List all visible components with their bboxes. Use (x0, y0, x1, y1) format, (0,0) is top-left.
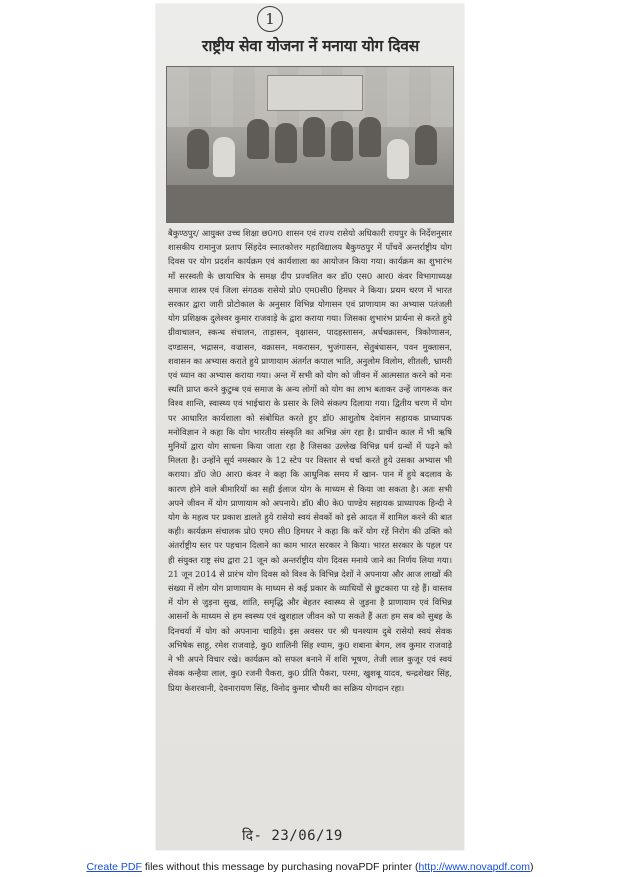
photo-person (415, 125, 437, 165)
create-pdf-link[interactable]: Create PDF (86, 861, 142, 873)
photo-person (303, 117, 325, 157)
photo-person (213, 137, 235, 177)
headline: राष्ट्रीय सेवा योजना नें मनाया योग दिवस (202, 36, 419, 55)
news-photo (166, 66, 454, 223)
circled-page-number: 1 (257, 6, 283, 32)
footer-message: files without this message by purchasing novaPDF printer ( (141, 861, 419, 873)
photo-person (331, 121, 353, 161)
footer-suffix: ) (530, 861, 534, 873)
photo-banner (267, 75, 363, 111)
handwritten-date: दि- 23/06/19 (242, 828, 343, 844)
photo-person (247, 119, 269, 159)
photo-person (359, 117, 381, 157)
photo-floor (167, 185, 453, 222)
article-body: बैकुण्ठपुर/ आयुक्त उच्च शिक्षा छ0ग0 शासन एवं राज्य रासेयो अधिकारी रायपुर के निर्देशनुसार शासकीय रामानुज प्रताप सिंहदेव स्नातकोत्तर महाविद्यालय बैकुण्ठपुर में पाँचवें अन्तर्राष्ट्रीय योग दिवस पर योग प्रदर्शन कार्यक्रम एवं कार्यशाला का आयोजन किया गया। कार्यक्रम का शुभारंभ माँ सरस्वती के छायाचित्र के समक्ष दीप प्रज्वलित कर डॉ0 एस0 आर0 कंवर विभागाध्यक्ष समाज शास्त्र एवं जिला संगठक रासेयो प्रो0 एम0सी0 हिमधर ने किया। प्रथम चरण में भारत सरकार द्वारा जारी प्रोटोकाल के अनुसार विभिन्न योगासन एवं प्राणायाम का अभ्यास पतंजली योग प्रशिक्षक दुलेश्वर कुमार राजवाड़े के द्वारा कराया गया। जिसका शुभारंभ प्रार्थना से करते हुये ग्रीवाचालन, स्कन्ध संचालन, ताड़ासन, वृक्षासन, पादहस्तासन, अर्धचक्रासन, त्रिकोणासन, दण्डासन, भद्रासन, वज्रासन, वक्रासन, मकरासन, भुजंगासन, सेतुबंधासन, पवन मुक्तासन, शवासन का अभ्यास कराते हुये प्राणायाम अंतर्गत कपाल भाति, अनुलोम विलोम, शीतली, भ्रामरी एवं ध्यान का अभ्यास कराया गया। अन्त में सभी को योग को जीवन में आत्मसात करने को मनः स्थति प्राप्त करने कुटुम्ब एवं समाज के अन्य लोगों को योग का लाभ बताकर उन्हें जागरूक कर विश्व शान्ति, स्वास्थ्य एवं भाईचारा के प्रसार के लिये संकल्प दिलाया गया। द्वितीय चरण में योग पर आधारित कार्यशाला को संबोधित करते हुए डॉ0 आशुतोष देवांगन सहायक प्राध्यापक मनोविज्ञान ने कहा कि योग भारतीय संस्कृति का अभिन्न अंग रहा है। प्राचीन काल में भी ऋषि मुनियों द्वारा योग साधना किया जाता रहा है जिसका उल्लेख विभिन्न धर्म ग्रन्थों में पढ़ने को मिलता है। उन्होंने सूर्य नमस्कार के 12 स्टेप पर विस्तार से चर्चा करते हुये उसका अभ्यास भी कराया। डॉ0 जे0 आर0 कंवर ने कहा कि आधुनिक समय में खान- पान में हुये बदलाव के कारण होने वाले बीमारियों का सही ईलाज योग के माध्यम से किया जा सकता है। अतः सभी अपने जीवन में योग प्राणायाम को अपनाये। डॉ0 बी0 के0 पाण्डेय सहायक प्राध्यापक हिन्दी ने योग के महत्व पर प्रकाश डालते हुये रासेयो स्वयं सेवकों को इसे आदत में शामिल करने की बात कही। कार्यक्रम संचालक प्रो0 एम0 सी0 हिमधर ने कहा कि करें योग रहें निरोग की उक्ति को अंतर्राष्ट्रीय स्तर पर पहचान दिलाने का काम भारत सरकार ने किया। भारत सरकार के पहल पर ही संयुक्त राष्ट्र संघ द्वारा 21 जून को अन्तर्राष्ट्रीय योग दिवस मनाये जाने का निर्णय लिया गया। 21 जून 2014 से प्रारंभ योग दिवस को विश्व के विभिन्न देशों ने अपनाया और आज लाखों की संख्या में लोग योग प्राणायाम के माध्यम से कई प्रकार के व्याधियों से छुटकारा पा रहे हैं। वास्तव में योग से जुड़ना सुख, शांति, समृद्धि और बेहतर स्वास्थ्य से जुड़ना है प्राणायाम एवं विभिन्न आसनों के माध्यम से हम स्वस्थ्य एवं खुशहाल जीवन को पा सकते हैं अतः हम सब को सुबह के दिनचर्या में योग को अपनाना चाहिये। इस अवसर पर श्री घनश्याम दुबे रासेयो स्वयं सेवक अभिषेक साहू, रमेश राजवाड़े, कु0 शालिनी सिंह श्याम, कु0 शबाना बेगम, लव कुमार राजवाड़े ने भी अपने विचार रखे। कार्यक्रम को सफल बनाने में शशि भूषण, तेजी लाल कुजूर एवं स्वयं सेवक कन्हैया लाल, कु0 रजनी पैकरा, कु0 प्रीति पैकरा, परमा, खुशबू यादव, चन्द्रशेखर सिंह, प्रिया केशरवानी, देवनारायण सिंह, विनोद कुमार चौधरी का सक्रिय योगदान रहा। (168, 228, 452, 693)
photo-person (275, 123, 297, 163)
newspaper-clipping (156, 4, 464, 850)
pdf-footer-notice (0, 861, 620, 873)
photo-person (187, 129, 209, 169)
novapdf-url-link[interactable]: http://www.novapdf.com (418, 861, 531, 873)
photo-person (387, 139, 409, 179)
